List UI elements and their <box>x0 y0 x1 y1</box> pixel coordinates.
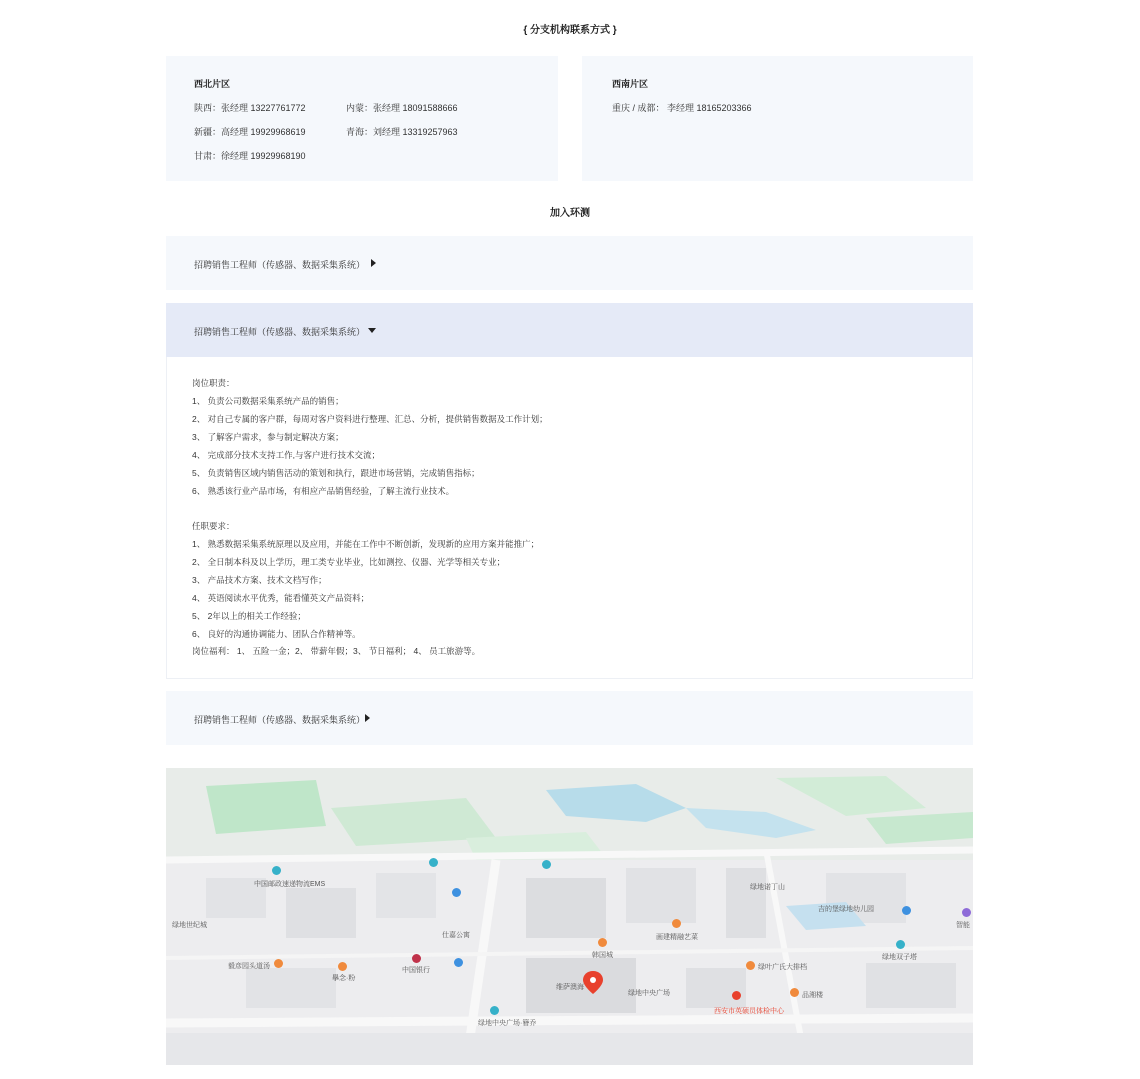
location-map[interactable] <box>166 768 973 1065</box>
map-label: 绿地中央广场·簪乔 <box>478 1020 537 1027</box>
map-label: 擧念·粉 <box>332 975 356 982</box>
caret-down-icon <box>368 328 376 333</box>
branches-title: { 分支机构联系方式 } <box>523 25 617 36</box>
poi-icon <box>490 1006 499 1015</box>
detail-heading-requirements: 任职要求： <box>192 521 235 531</box>
map-label: 韩国城 <box>592 952 613 959</box>
contact-xinjiang: 新疆：高经理 19929968619 <box>194 127 306 137</box>
map-label: 画建精融艺菜 <box>656 934 698 941</box>
join-title: 加入环测 <box>550 208 590 219</box>
bus-icon <box>542 860 551 869</box>
restaurant-icon <box>598 938 607 947</box>
bank-icon <box>412 954 421 963</box>
hospital-icon <box>732 991 741 1000</box>
detail-heading-duties: 岗位职责： <box>192 378 235 388</box>
map-label: 中国银行 <box>402 967 430 974</box>
contact-shaanxi: 陕西：张经理 13227761772 <box>194 103 306 113</box>
job-item-2[interactable] <box>166 303 973 357</box>
contact-gansu: 甘肃：徐经理 19929968190 <box>194 151 306 161</box>
job-title: 招聘销售工程师（传感器、数据采集系统） <box>194 715 366 725</box>
job-title: 招聘销售工程师（传感器、数据采集系统） <box>194 260 366 270</box>
detail-line: 5、 负责销售区域内销售活动的策划和执行，跟进市场营销，完成销售指标； <box>192 468 480 478</box>
detail-line: 1、 负责公司数据采集系统产品的销售； <box>192 396 344 406</box>
detail-line: 4、 英语阅读水平优秀，能看懂英文产品资料； <box>192 593 370 603</box>
poi-icon <box>272 866 281 875</box>
detail-benefits: 岗位福利： 1、 五险一金；2、 带薪年假；3、 节日福利； 4、 员工旅游等。 <box>192 646 481 656</box>
job-detail <box>166 357 973 679</box>
parking-icon <box>902 906 911 915</box>
detail-line: 6、 熟悉该行业产品市场，有相应产品销售经验，了解主流行业技术。 <box>192 486 455 496</box>
parking-icon <box>452 888 461 897</box>
bus-icon <box>454 958 463 967</box>
caret-right-icon <box>371 259 376 267</box>
detail-line: 2、 全日制本科及以上学历，理工类专业毕业，比如测控、仪器、光学等相关专业； <box>192 557 506 567</box>
detail-line: 3、 了解客户需求，参与制定解决方案； <box>192 432 344 442</box>
detail-line: 3、 产品技术方案、技术文档写作； <box>192 575 327 585</box>
map-label: 品湘楼 <box>802 992 823 999</box>
map-label: 仕嘉公寓 <box>442 932 470 939</box>
detail-line: 4、 完成部分技术支持工作,与客户进行技术交流； <box>192 450 380 460</box>
caret-right-icon <box>365 714 370 722</box>
restaurant-icon <box>790 988 799 997</box>
map-label: 绿地双子塔 <box>882 954 917 961</box>
map-label: 绿地诺丁山 <box>750 884 785 891</box>
poi-icon <box>896 940 905 949</box>
map-label: 智能 <box>956 922 970 929</box>
northwest-title: 西北片区 <box>194 79 231 89</box>
southwest-title: 西南片区 <box>612 79 649 89</box>
restaurant-icon <box>672 919 681 928</box>
map-label: 毅彦园头道汤 <box>228 963 270 970</box>
poi-icon <box>962 908 971 917</box>
map-label: 绿叶广氏大排档 <box>758 964 807 971</box>
contact-neimeng: 内蒙：张经理 18091588666 <box>346 103 458 113</box>
map-label: 吉的堡绿地幼儿园 <box>818 906 874 913</box>
map-label: 绿地中央广场 <box>628 990 670 997</box>
restaurant-icon <box>338 962 347 971</box>
map-label: 西安市英硕员体检中心 <box>714 1008 784 1015</box>
bus-icon <box>429 858 438 867</box>
detail-line: 1、 熟悉数据采集系统原理以及应用，并能在工作中不断创新，发现新的应用方案并能推广； <box>192 539 540 549</box>
northwest-card <box>166 56 558 181</box>
southwest-card <box>582 56 973 181</box>
job-item-3[interactable] <box>166 691 973 745</box>
restaurant-icon <box>746 961 755 970</box>
map-canvas <box>166 768 973 1065</box>
map-label: 绿地世纪城 <box>172 922 207 929</box>
detail-line: 2、 对自己专属的客户群，每周对客户资料进行整理、汇总、分析，提供销售数据及工作计划； <box>192 414 548 424</box>
detail-line: 5、 2年以上的相关工作经验； <box>192 611 306 621</box>
contact-chongqing-chengdu: 重庆 / 成都： 李经理 18165203366 <box>612 103 752 113</box>
restaurant-icon <box>274 959 283 968</box>
job-title: 招聘销售工程师（传感器、数据采集系统） <box>194 327 366 337</box>
detail-line: 6、 良好的沟通协调能力、团队合作精神等。 <box>192 629 361 639</box>
contact-qinghai: 青海：刘经理 13319257963 <box>346 127 458 137</box>
map-label: 中国邮政速递物流EMS <box>254 881 326 888</box>
map-label: 维萨澳海 <box>556 984 584 991</box>
job-item-1[interactable] <box>166 236 973 290</box>
